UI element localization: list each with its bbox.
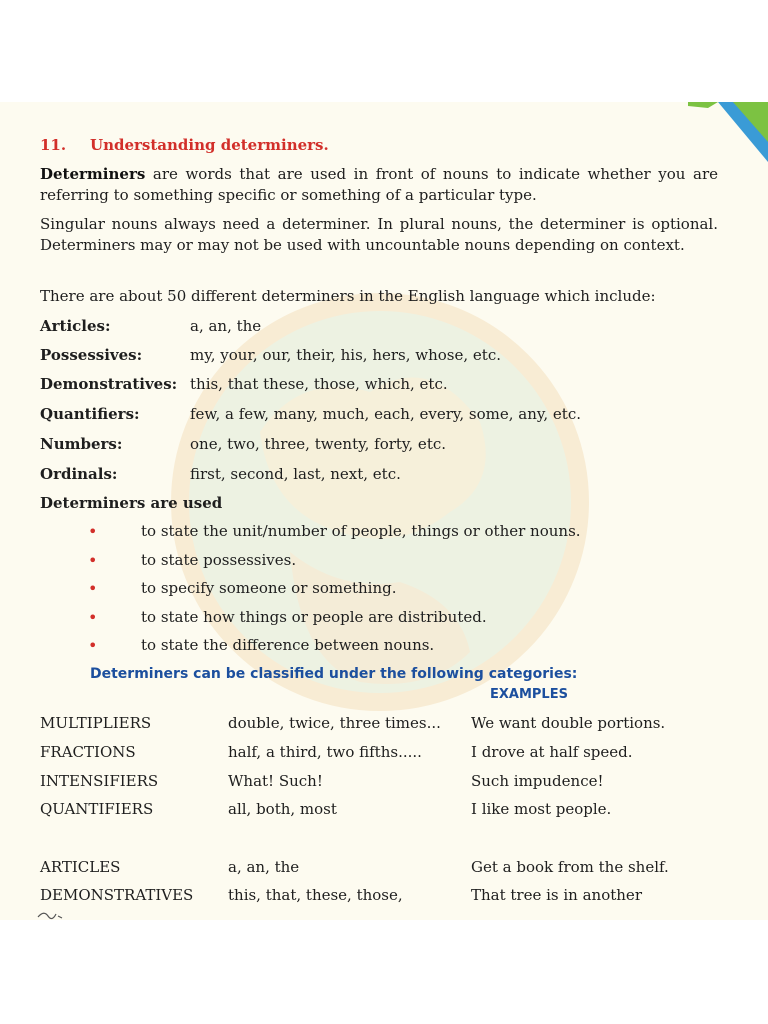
determiner-type-term: Articles: [40, 317, 111, 335]
determiner-type-term: Ordinals: [40, 465, 118, 483]
uses-heading: Determiners are used [40, 494, 223, 512]
category-words: this, that, these, those, [228, 886, 403, 904]
list-item-text: to state the unit/number of people, things or other nouns. [141, 522, 581, 540]
categories-heading: Determiners can be classified under the following categories: [90, 666, 578, 682]
determiner-type-examples: few, a few, many, much, each, every, some, any, etc. [190, 405, 581, 423]
determiner-type-examples: my, your, our, their, his, hers, whose, etc. [190, 346, 501, 364]
category-example: Get a book from the shelf. [471, 858, 669, 876]
determiner-type-term: Quantifiers: [40, 405, 140, 423]
section-number: 11. [40, 136, 67, 154]
determiner-type-examples: one, two, three, twenty, forty, etc. [190, 435, 447, 453]
scribble-mark-icon [36, 908, 66, 920]
table-row [40, 743, 720, 763]
category-example: That tree is in another [471, 886, 642, 904]
bullet-icon: • [88, 579, 98, 598]
determiner-type-term: Numbers: [40, 435, 123, 453]
table-row [40, 800, 720, 820]
determiner-type-term: Demonstratives: [40, 375, 178, 393]
paragraph-definition [40, 164, 718, 206]
table-row [40, 714, 720, 734]
paragraph-bold-term: Determiners [40, 165, 146, 183]
bullet-icon: • [88, 608, 98, 627]
category-name: FRACTIONS [40, 743, 136, 761]
category-words: a, an, the [228, 858, 300, 876]
table-row [40, 858, 720, 878]
paragraph-usage: Singular nouns always need a determiner. In plural nouns, the determiner is optional. Determiners may or may not be used with uncountable nouns depending on context. [40, 215, 718, 254]
paragraph-intro: There are about 50 different determiners in the English language which include: [40, 287, 656, 305]
category-name: DEMONSTRATIVES [40, 886, 194, 904]
section-heading [40, 136, 329, 154]
category-example: Such impudence! [471, 772, 604, 790]
paragraph-text: are words that are used in front of nouns to indicate whether you are referring to something specific or something of a particular type. [40, 165, 718, 204]
category-words: half, a third, two fifths..... [228, 743, 422, 761]
bullet-icon: • [88, 522, 98, 541]
corner-stripes-icon [688, 102, 768, 172]
list-item-text: to state the difference between nouns. [141, 636, 435, 654]
category-words: double, twice, three times... [228, 714, 441, 732]
page-sheet [0, 102, 768, 920]
examples-column-header: EXAMPLES [490, 687, 568, 702]
determiner-type-examples: a, an, the [190, 317, 262, 335]
section-title: Understanding determiners. [90, 136, 329, 154]
table-row [40, 886, 720, 906]
category-name: MULTIPLIERS [40, 714, 152, 732]
category-name: QUANTIFIERS [40, 800, 154, 818]
category-words: all, both, most [228, 800, 337, 818]
category-example: We want double portions. [471, 714, 666, 732]
category-example: I like most people. [471, 800, 612, 818]
category-words: What! Such! [228, 772, 323, 790]
bullet-icon: • [88, 551, 98, 570]
list-item-text: to specify someone or something. [141, 579, 397, 597]
category-example: I drove at half speed. [471, 743, 633, 761]
table-row [40, 772, 720, 792]
bullet-icon: • [88, 636, 98, 655]
list-item-text: to state possessives. [141, 551, 297, 569]
list-item-text: to state how things or people are distributed. [141, 608, 487, 626]
determiner-type-term: Possessives: [40, 346, 143, 364]
determiner-type-examples: first, second, last, next, etc. [190, 465, 401, 483]
category-name: ARTICLES [40, 858, 121, 876]
category-name: INTENSIFIERS [40, 772, 159, 790]
determiner-type-examples: this, that these, those, which, etc. [190, 375, 448, 393]
